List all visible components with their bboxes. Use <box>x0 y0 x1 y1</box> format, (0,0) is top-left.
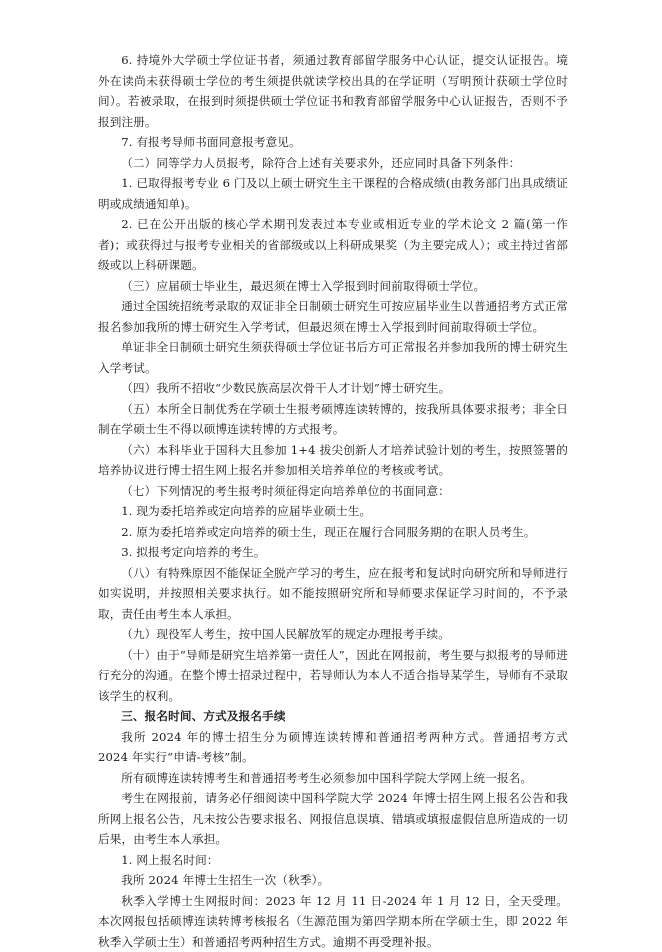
paragraph: 3. 拟报考定向培养的考生。 <box>98 542 568 563</box>
paragraph: 考生在网报前，请务必仔细阅读中国科学院大学 2024 年博士招生网上报名公告和我所网上报名公告，凡未按公告要求报名、网报信息误填、错填或填报虚假信息所造成的一切后果，由考生本人承担。 <box>98 788 568 850</box>
paragraph: 2. 原为委托培养或定向培养的硕士生，现正在履行合同服务期的在职人员考生。 <box>98 522 568 543</box>
paragraph: 7. 有报考导师书面同意报考意见。 <box>98 132 568 153</box>
paragraph: （四）我所不招收“少数民族高层次骨干人才计划”博士研究生。 <box>98 378 568 399</box>
paragraph: 单证非全日制硕士研究生须获得硕士学位证书后方可正常报名并参加我所的博士研究生入学考试。 <box>98 337 568 378</box>
paragraph: （十）由于“导师是研究生培养第一责任人”，因此在网报前，考生要与拟报考的导师进行充分的沟通。在整个博士招录过程中，若导师认为本人不适合指导某学生，导师有不录取该学生的权利。 <box>98 645 568 707</box>
paragraph: （七）下列情况的考生报考时须征得定向培养单位的书面同意： <box>98 481 568 502</box>
paragraph: 6. 持境外大学硕士学位证书者，须通过教育部留学服务中心认证，提交认证报告。境外在读尚未获得硕士学位的考生须提供就读学校出具的在学证明（写明预计获硕士学位时间）。若被录取，在报到时须提供硕士学位证书和教育部留学服务中心认证报告，否则不予报到注册。 <box>98 50 568 132</box>
document-body <box>98 50 568 952</box>
paragraph: 1. 网上报名时间： <box>98 850 568 871</box>
paragraph: 1. 已取得报考专业 6 门及以上硕士研究生主干课程的合格成绩(由教务部门出具成绩证明或成绩通知单)。 <box>98 173 568 214</box>
paragraph: 所有硕博连读转博考生和普通招考考生必须参加中国科学院大学网上统一报名。 <box>98 768 568 789</box>
section-heading: 三、报名时间、方式及报名手续 <box>98 706 568 727</box>
paragraph: （三）应届硕士毕业生，最迟须在博士入学报到时间前取得硕士学位。 <box>98 276 568 297</box>
paragraph: （八）有特殊原因不能保证全脱产学习的考生，应在报考和复试时向研究所和导师进行如实说明，并按照相关要求执行。如不能按照研究所和导师要求保证学习时间的，不予录取，责任由考生本人承担。 <box>98 563 568 625</box>
paragraph: 我所 2024 年的博士招生分为硕博连读转博和普通招考两种方式。普通招考方式 2024 年实行“申请-考核”制。 <box>98 727 568 768</box>
paragraph: 2. 已在公开出版的核心学术期刊发表过本专业或相近专业的学术论文 2 篇(第一作者)；或获得过与报考专业相关的省部级或以上科研成果奖（为主要完成人）；或主持过省部级或以上科研课题。 <box>98 214 568 276</box>
paragraph: 秋季入学博士生网报时间：2023 年 12 月 11 日-2024 年 1 月 12 日，全天受理。本次网报包括硕博连读转博考核报名（生源范围为第四学期本所在学硕士生，即 2022 年秋季入学硕士生）和普通招考两种招生方式。逾期不再受理补报。 <box>98 891 568 952</box>
paragraph: 我所 2024 年博士生招生一次（秋季）。 <box>98 870 568 891</box>
paragraph: （六）本科毕业于国科大且参加 1+4 拔尖创新人才培养试验计划的考生，按照签署的培养协议进行博士招生网上报名并参加相关培养单位的考核或考试。 <box>98 440 568 481</box>
paragraph: （五）本所全日制优秀在学硕士生报考硕博连读转博的，按我所具体要求报考；非全日制在学硕士生不得以硕博连读转博的方式报考。 <box>98 399 568 440</box>
paragraph: 通过全国统招统考录取的双证非全日制硕士研究生可按应届毕业生以普通招考方式正常报名参加我所的博士研究生入学考试，但最迟须在博士入学报到时间前取得硕士学位。 <box>98 296 568 337</box>
paragraph: （九）现役军人考生，按中国人民解放军的规定办理报考手续。 <box>98 624 568 645</box>
paragraph: （二）同等学力人员报考，除符合上述有关要求外，还应同时具备下列条件： <box>98 153 568 174</box>
paragraph: 1. 现为委托培养或定向培养的应届毕业硕士生。 <box>98 501 568 522</box>
